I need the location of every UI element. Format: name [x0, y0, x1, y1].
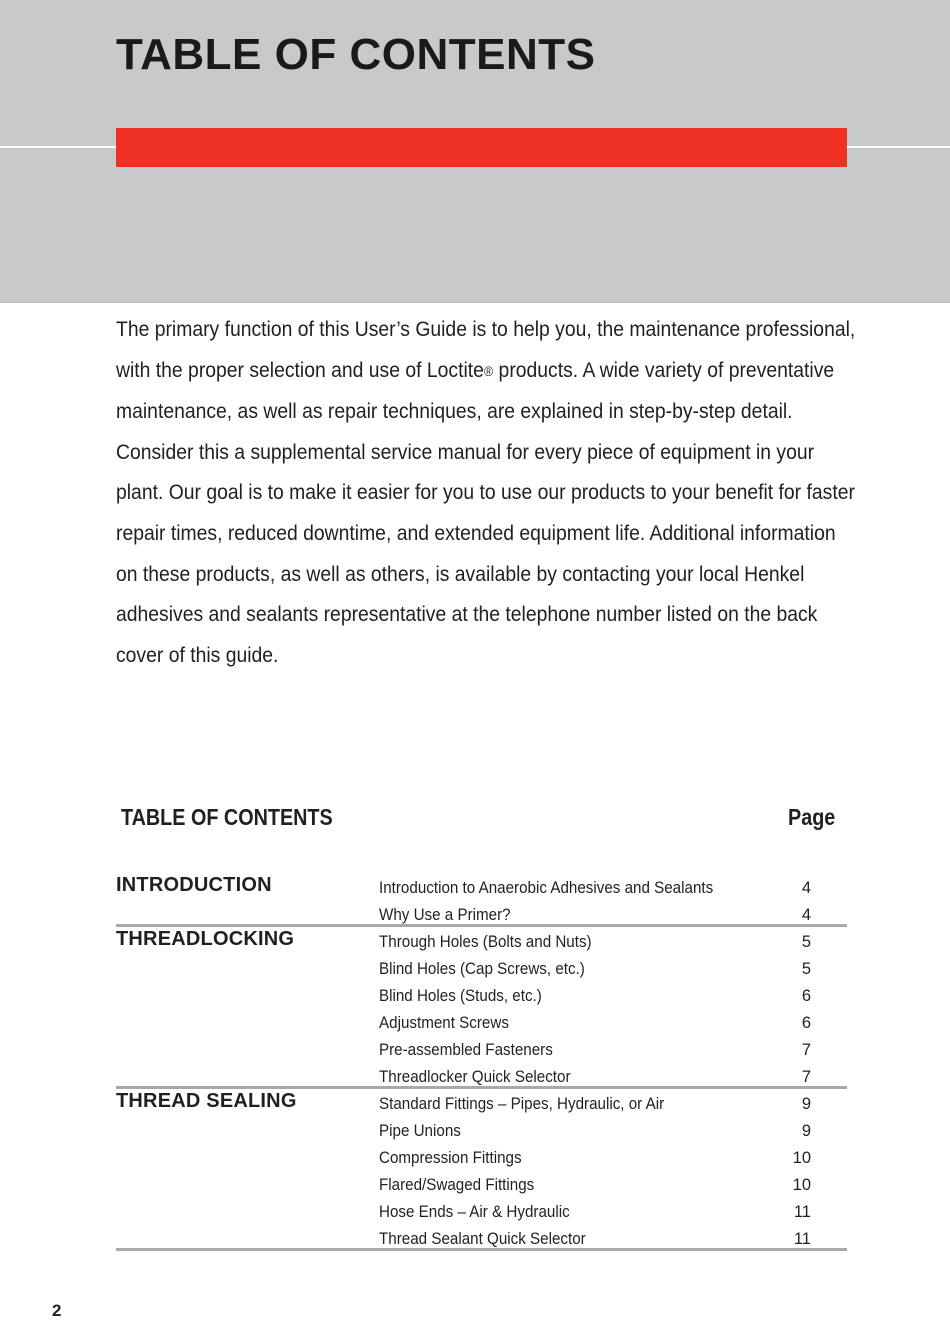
section-entries: [379, 879, 847, 933]
entry-page: 6: [801, 1014, 811, 1033]
entry-page: 11: [793, 1230, 811, 1249]
entry-title: Standard Fittings – Pipes, Hydraulic, or Air: [379, 1095, 665, 1113]
toc-entry[interactable]: [379, 1014, 847, 1041]
toc-entry[interactable]: [379, 987, 847, 1014]
toc-entry[interactable]: [379, 1230, 847, 1257]
section-entries: [379, 933, 847, 1096]
entry-title: Blind Holes (Cap Screws, etc.): [379, 960, 585, 979]
entry-title: Introduction to Anaerobic Adhesives and Sealants: [379, 879, 714, 897]
entry-page: 7: [801, 1068, 811, 1087]
page-title: TABLE OF CONTENTS: [116, 30, 596, 79]
section-title: INTRODUCTION: [116, 874, 272, 896]
toc-entry[interactable]: [379, 1122, 847, 1149]
registered-mark: ®: [483, 362, 494, 379]
entry-title: Compression Fittings: [379, 1149, 522, 1168]
toc-section-thread-sealing: [116, 1090, 847, 1251]
intro-text-end: products. A wide variety of preventative maintenance, as well as repair techniques, are explained in step-by-step detail. Consider this a supplemental service manual for every piece of equipment in your plant. Our goal is to make it easier for you to use our products to your benefit for faster repair times, reduced downtime, and extended equipment life. Additional information on these products, as well as others, is available by contacting your local Henkel adhesives and sealants representative at the telephone number listed on the back cover of this guide.: [116, 357, 855, 667]
toc-entry[interactable]: [379, 1203, 847, 1230]
entry-page: 10: [792, 1176, 811, 1195]
section-title: THREADLOCKING: [116, 928, 295, 950]
toc-section-threadlocking: [116, 928, 847, 1089]
entry-title: Adjustment Screws: [379, 1014, 509, 1033]
section-title: THREAD SEALING: [116, 1090, 297, 1112]
entry-page: 9: [801, 1122, 811, 1141]
entry-title: Through Holes (Bolts and Nuts): [379, 933, 592, 951]
entry-page: 10: [792, 1149, 811, 1168]
entry-title: Thread Sealant Quick Selector: [379, 1230, 586, 1249]
entry-title: Hose Ends – Air & Hydraulic: [379, 1203, 570, 1222]
toc-entry[interactable]: [379, 1176, 847, 1203]
entry-title: Pre-assembled Fasteners: [379, 1041, 553, 1060]
toc-entry[interactable]: [379, 1095, 847, 1122]
entry-page: 4: [801, 879, 811, 897]
intro-text-start: The primary function of this User’s Guide is to help you, the maintenance professional, with the proper selection and use of Loctite: [116, 317, 856, 382]
entry-page: 6: [801, 987, 811, 1006]
entry-title: Blind Holes (Studs, etc.): [379, 987, 542, 1006]
toc-section-introduction: [116, 874, 847, 927]
section-entries: [379, 1095, 847, 1258]
entry-page: 5: [801, 933, 811, 951]
entry-title: Pipe Unions: [379, 1122, 461, 1141]
entry-page: 4: [801, 906, 811, 925]
toc-entry[interactable]: [379, 933, 847, 960]
header-band: [0, 0, 950, 303]
toc-entry[interactable]: [379, 960, 847, 987]
entry-title: Flared/Swaged Fittings: [379, 1176, 535, 1195]
toc-entry[interactable]: [379, 1149, 847, 1176]
entry-title: Threadlocker Quick Selector: [379, 1068, 571, 1087]
entry-page: 9: [801, 1095, 811, 1113]
page-number: 2: [52, 1301, 62, 1320]
toc-entry[interactable]: [379, 879, 847, 906]
entry-page: 11: [793, 1203, 811, 1222]
entry-title: Why Use a Primer?: [379, 906, 511, 925]
entry-page: 7: [801, 1041, 811, 1060]
toc-heading: TABLE OF CONTENTS: [121, 804, 333, 830]
toc-entry[interactable]: [379, 1041, 847, 1068]
toc-page-column-heading: Page: [788, 804, 836, 830]
accent-bar: [116, 128, 847, 167]
entry-page: 5: [801, 960, 811, 979]
header-rule-left: [0, 146, 116, 148]
intro-paragraph: [116, 309, 856, 675]
header-rule-right: [847, 146, 950, 148]
